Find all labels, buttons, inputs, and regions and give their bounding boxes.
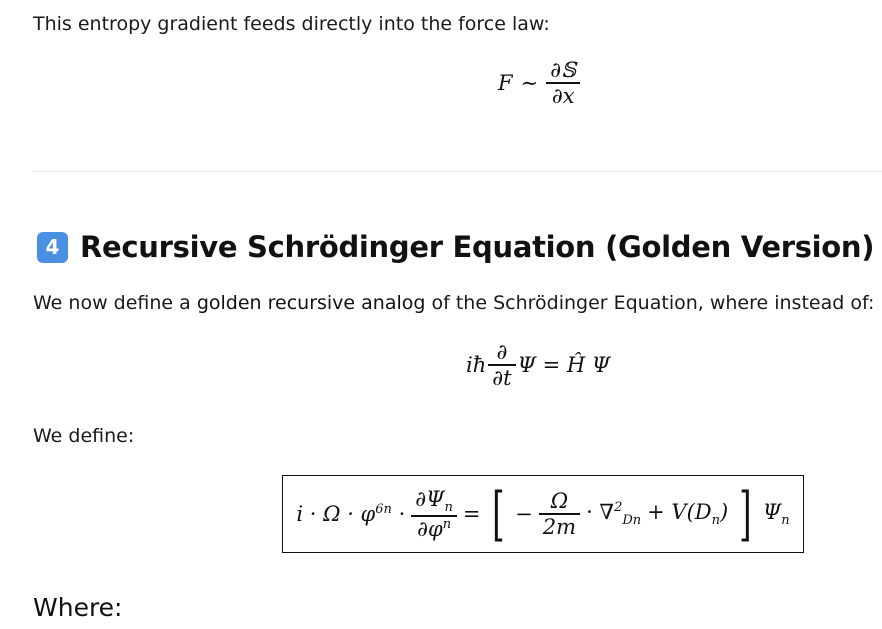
fraction-numerator: $\partial\Psi_n$ [415,487,453,516]
section-heading [37,230,874,264]
section-divider [33,171,882,172]
laplacian-term: · ∇$^2_{Dn}$ [586,499,642,529]
keycap-4-icon: 4 [37,232,68,263]
force-law-equation [498,58,580,108]
eq2-prefix: iħ [466,352,487,377]
equals-sign: = [462,502,481,526]
eq2-rhs: Ψ = Ĥ Ψ [517,352,611,377]
fraction-numerator: ∂𝕊 [550,58,577,82]
potential-term: + $V(D_n)$ [647,499,729,529]
psi-term: $\Psi_n$ [762,499,790,529]
eq3-lhs: $i \cdot \Omega \cdot \varphi^{6n}$ · [296,502,406,526]
right-bracket: ] [739,480,752,548]
time-derivative-fraction [488,340,515,390]
golden-schrodinger-equation [282,475,804,553]
schrodinger-equation [466,340,610,390]
paragraph-after: of the Schrödinger Equation, where instead of: [425,292,875,314]
omega-over-2m-fraction [539,489,580,539]
intro-text: This entropy gradient feeds directly into the force law: [33,13,550,35]
psi-derivative-fraction [411,487,457,541]
we-define-text: We define: [33,425,135,447]
fraction-denominator: 2m [542,514,577,539]
fraction-denominator: ∂x [551,83,575,108]
force-symbol: F [498,70,513,95]
paragraph-bold: golden recursive analog [196,292,426,314]
left-bracket: [ [491,480,505,548]
intro-paragraph [33,292,874,314]
paragraph-before: We now define a [33,292,197,314]
fraction-denominator: $\partial\varphi^n$ [417,516,452,541]
where-heading: Where: [33,593,123,622]
fraction-numerator: ∂ [496,340,508,364]
minus-sign: − [515,502,533,526]
fraction-numerator: Ω [550,489,569,514]
proportional-symbol: ∼ [520,70,539,95]
section-title: Recursive Schrödinger Equation (Golden Version) [80,230,875,264]
entropy-gradient-fraction [546,58,580,108]
fraction-denominator: ∂t [492,365,512,390]
